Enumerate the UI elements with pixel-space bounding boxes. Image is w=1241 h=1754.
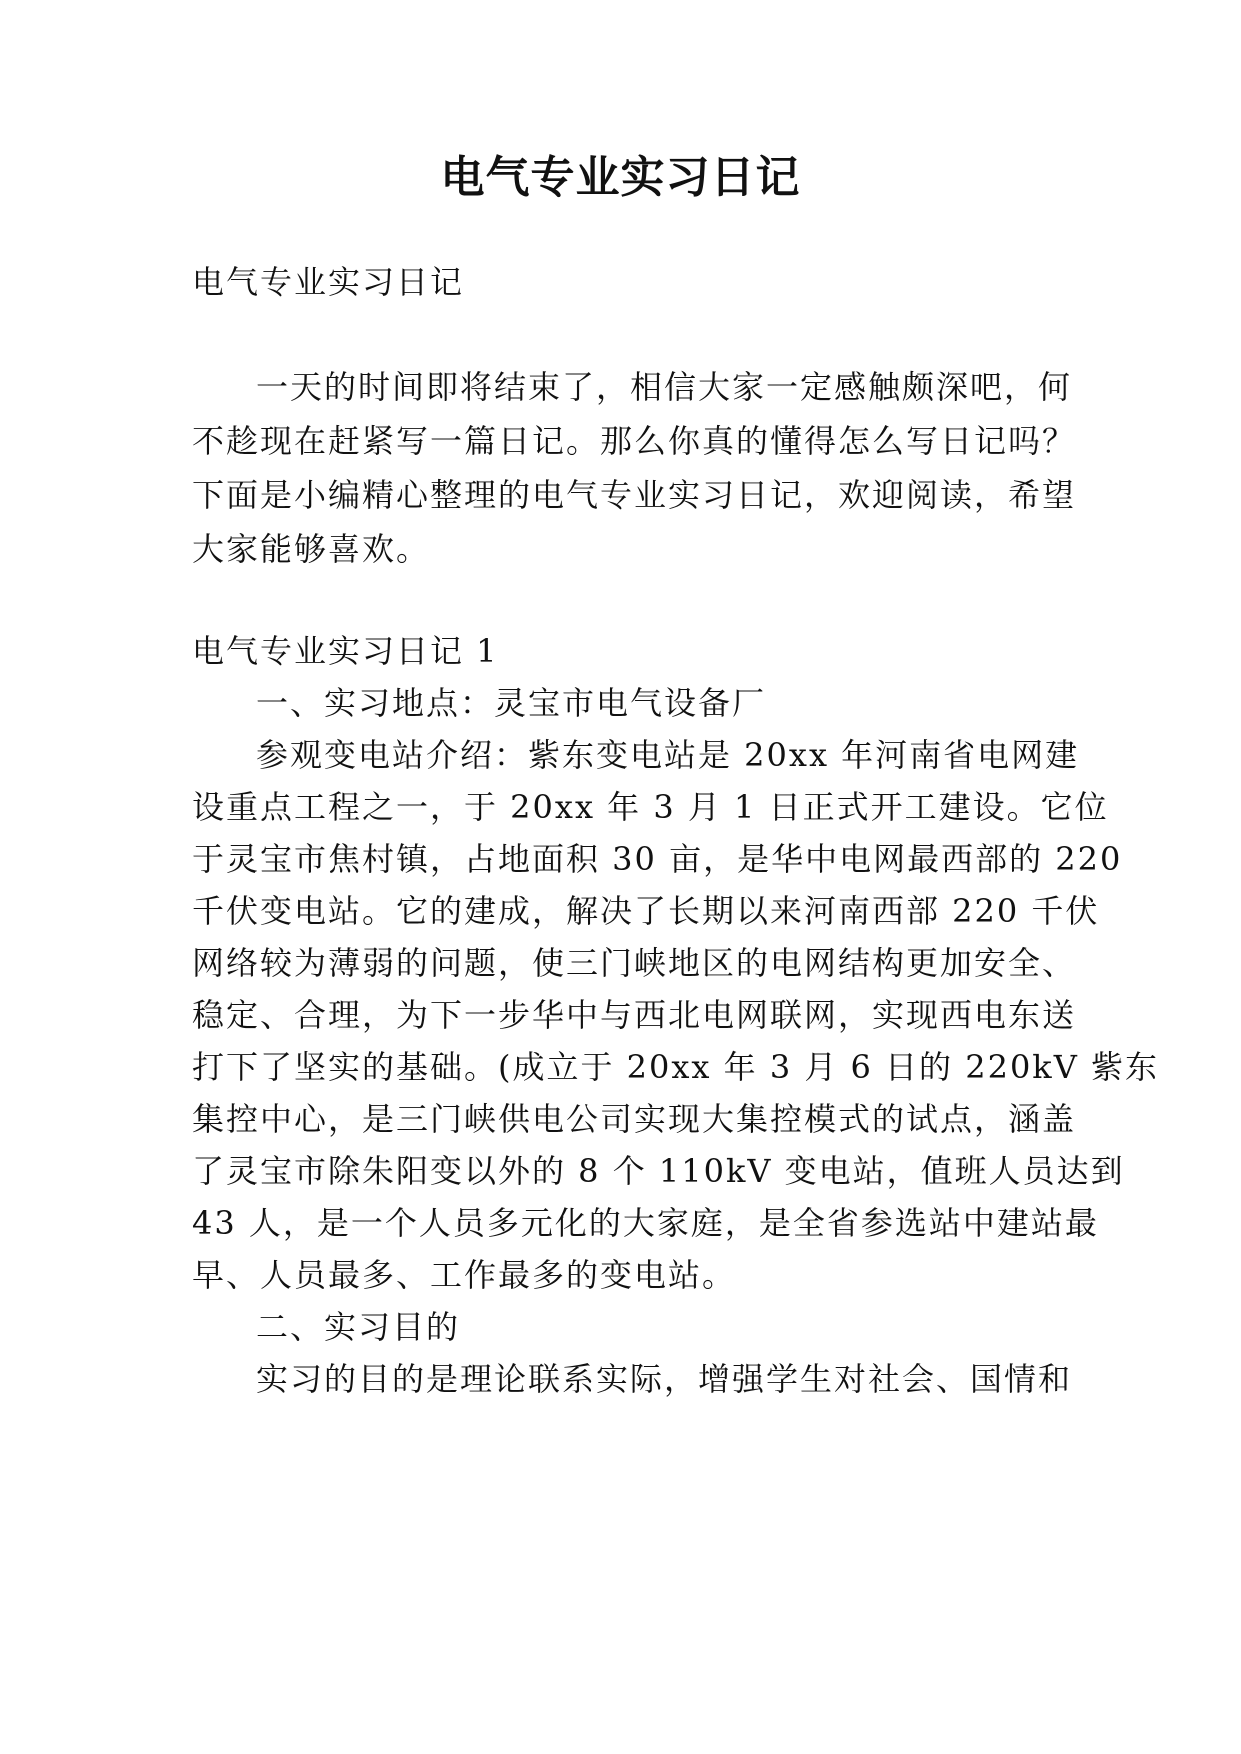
document-subtitle: 电气专业实习日记 bbox=[192, 263, 465, 301]
body-line: 早、人员最多、工作最多的变电站。 bbox=[192, 1256, 737, 1294]
body-line: 稳定、合理，为下一步华中与西北电网联网，实现西电东送 bbox=[192, 996, 1077, 1034]
section-heading: 二、实习目的 bbox=[256, 1308, 461, 1346]
section-heading: 一、实习地点：灵宝市电气设备厂 bbox=[256, 684, 767, 722]
body-line: 43 人，是一个人员多元化的大家庭，是全省参选站中建站最 bbox=[192, 1204, 1099, 1242]
body-line: 于灵宝市焦村镇，占地面积 30 亩，是华中电网最西部的 220 bbox=[192, 840, 1123, 878]
body-line: 打下了坚实的基础。(成立于 20xx 年 3 月 6 日的 220kV 紫东 bbox=[192, 1048, 1159, 1086]
body-line: 参观变电站介绍：紫东变电站是 20xx 年河南省电网建 bbox=[256, 736, 1080, 774]
body-line: 千伏变电站。它的建成，解决了长期以来河南西部 220 千伏 bbox=[192, 892, 1100, 930]
body-line: 设重点工程之一，于 20xx 年 3 月 1 日正式开工建设。它位 bbox=[192, 788, 1109, 826]
body-line: 实习的目的是理论联系实际，增强学生对社会、国情和 bbox=[256, 1360, 1073, 1398]
section-title: 电气专业实习日记 1 bbox=[192, 632, 499, 670]
page-title: 电气专业实习日记 bbox=[440, 152, 801, 203]
intro-line: 下面是小编精心整理的电气专业实习日记，欢迎阅读，希望 bbox=[192, 476, 1077, 514]
intro-line: 不趁现在赶紧写一篇日记。那么你真的懂得怎么写日记吗？ bbox=[192, 422, 1077, 460]
body-line: 了灵宝市除朱阳变以外的 8 个 110kV 变电站，值班人员达到 bbox=[192, 1152, 1125, 1190]
body-line: 网络较为薄弱的问题，使三门峡地区的电网结构更加安全、 bbox=[192, 944, 1077, 982]
intro-line: 一天的时间即将结束了，相信大家一定感触颇深吧，何 bbox=[256, 368, 1073, 406]
intro-line: 大家能够喜欢。 bbox=[192, 530, 431, 568]
body-line: 集控中心，是三门峡供电公司实现大集控模式的试点，涵盖 bbox=[192, 1100, 1077, 1138]
